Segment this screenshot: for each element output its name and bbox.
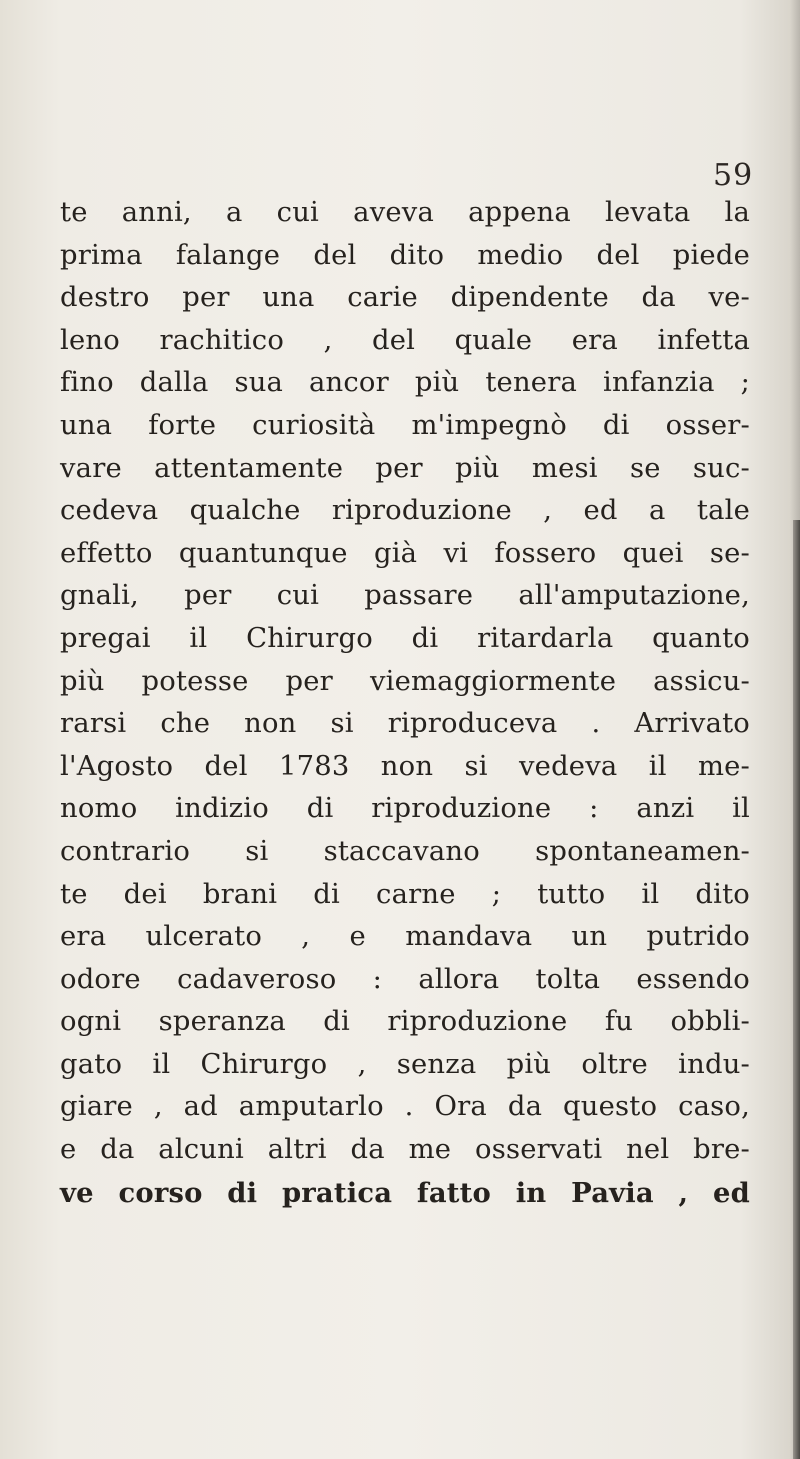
text-line: gato il Chirurgo , senza più oltre indu- bbox=[60, 1048, 750, 1080]
text-line: cedeva qualche riproduzione , ed a tale bbox=[60, 495, 750, 527]
text-line: effetto quantunque già vi fossero quei se- bbox=[60, 537, 750, 569]
text-line: l'Agosto del 1783 non si vedeva il me- bbox=[60, 750, 750, 782]
text-line: leno rachitico , del quale era infetta bbox=[60, 324, 750, 356]
text-line: ogni speranza di riproduzione fu obbli- bbox=[60, 1006, 750, 1038]
text-line: contrario si staccavano spontaneamen- bbox=[60, 835, 750, 867]
text-line: fino dalla sua ancor più tenera infanzia ; bbox=[60, 367, 750, 399]
text-line: prima falange del dito medio del piede bbox=[60, 239, 750, 271]
text-line: era ulcerato , e mandava un putrido bbox=[60, 921, 750, 953]
text-line: rarsi che non si riproduceva . Arrivato bbox=[60, 708, 750, 740]
text-line: e da alcuni altri da me osservati nel bre- bbox=[60, 1134, 750, 1166]
text-line: destro per una carie dipendente da ve- bbox=[60, 282, 750, 314]
text-line: vare attentamente per più mesi se suc- bbox=[60, 452, 750, 484]
text-line: nomo indizio di riproduzione : anzi il bbox=[60, 793, 750, 825]
text-line: una forte curiosità m'impegnò di osser- bbox=[60, 409, 750, 441]
text-line: te anni, a cui aveva appena levata la bbox=[60, 197, 750, 228]
page-edge-shadow bbox=[793, 520, 800, 1459]
text-line: gnali, per cui passare all'amputazione, bbox=[60, 580, 750, 612]
body-text bbox=[60, 192, 750, 1214]
text-line: odore cadaveroso : allora tolta essendo bbox=[60, 963, 750, 995]
text-line: te dei brani di carne ; tutto il dito bbox=[60, 878, 750, 910]
text-line: pregai il Chirurgo di ritardarla quanto bbox=[60, 622, 750, 654]
text-line: ve corso di pratica fatto in Pavia , ed bbox=[60, 1176, 750, 1209]
text-line: più potesse per viemaggiormente assicu- bbox=[60, 665, 750, 697]
text-line: giare , ad amputarlo . Ora da questo caso, bbox=[60, 1091, 750, 1123]
page-number: 59 bbox=[713, 158, 754, 193]
